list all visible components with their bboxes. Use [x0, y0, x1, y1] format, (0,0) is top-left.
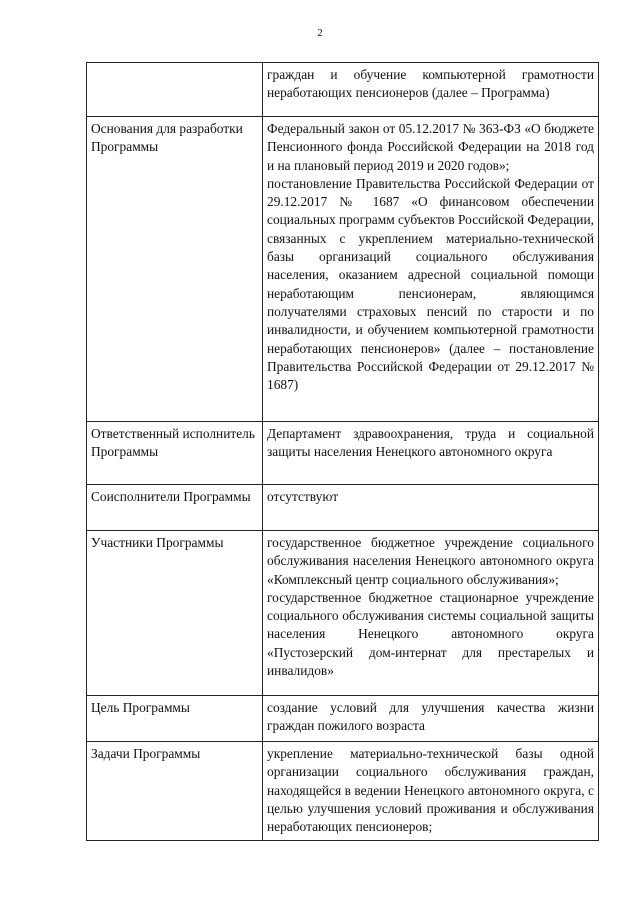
- row-label-empty: [87, 63, 263, 117]
- value-paragraph: укрепление материально-технической базы одной организации социального обслуживания граждан, находящейся в ведении Ненецкого автономного округа, с целью улучшения условий проживания и обслуживания неработающих пенсионеров;: [267, 746, 594, 835]
- row-label-goal: Цель Программы: [87, 696, 263, 742]
- table-row-continuation: [87, 63, 599, 117]
- row-label-basis: Основания для разработки Программы: [87, 117, 263, 422]
- row-value: [263, 63, 599, 117]
- table-row-goal: [87, 696, 599, 742]
- value-paragraph: отсутствуют: [267, 489, 339, 504]
- table-row-basis: [87, 117, 599, 422]
- table-row-participants: [87, 531, 599, 696]
- row-value: [263, 696, 599, 742]
- row-value: [263, 485, 599, 531]
- row-value: [263, 117, 599, 422]
- value-paragraph: постановление Правительства Российской Федерации от 29.12.2017 № 1687 «О финансовом обеспечении социальных программ субъектов Российской Федерации, связанных с укреплением материально-технической базы организаций социального обслуживания населения, оказанием адресной социальной помощи неработающим пенсионерам, являющимся получателями страховых пенсий по старости и по инвалидности, и обучением компьютерной грамотности неработающих пенсионеров» (далее – постановление Правительства Российской Федерации от 29.12.2017 № 1687): [267, 175, 594, 393]
- row-value: [263, 742, 599, 841]
- value-paragraph: создание условий для улучшения качества жизни граждан пожилого возраста: [267, 700, 594, 734]
- row-label-responsible: Ответственный исполнитель Программы: [87, 422, 263, 485]
- value-paragraph: Федеральный закон от 05.12.2017 № 363-ФЗ «О бюджете Пенсионного фонда Российской Федерации на 2018 год и на плановый период 2019 и 2020 годов»;: [267, 121, 594, 173]
- row-value: [263, 531, 599, 696]
- value-paragraph: государственное бюджетное стационарное учреждение социального обслуживания системы социальной защиты населения Ненецкого автономного округа «Пустозерский дом-интернат для престарелых и инвалидов»: [267, 589, 594, 679]
- program-passport-table: [86, 62, 599, 841]
- table-row-responsible: [87, 422, 599, 485]
- row-label-participants: Участники Программы: [87, 531, 263, 696]
- row-value: [263, 422, 599, 485]
- value-paragraph: государственное бюджетное учреждение социального обслуживания населения Ненецкого автономного округа «Комплексный центр социального обслуживания»;: [267, 535, 594, 587]
- row-label-tasks: Задачи Программы: [87, 742, 263, 841]
- value-paragraph: граждан и обучение компьютерной грамотности неработающих пенсионеров (далее – Программа): [267, 67, 594, 101]
- value-paragraph: Департамент здравоохранения, труда и социальной защиты населения Ненецкого автономного округа: [267, 426, 594, 460]
- row-label-coexecutors: Соисполнители Программы: [87, 485, 263, 531]
- table-row-tasks: [87, 742, 599, 841]
- page-number: 2: [317, 27, 323, 39]
- table-row-coexecutors: [87, 485, 599, 531]
